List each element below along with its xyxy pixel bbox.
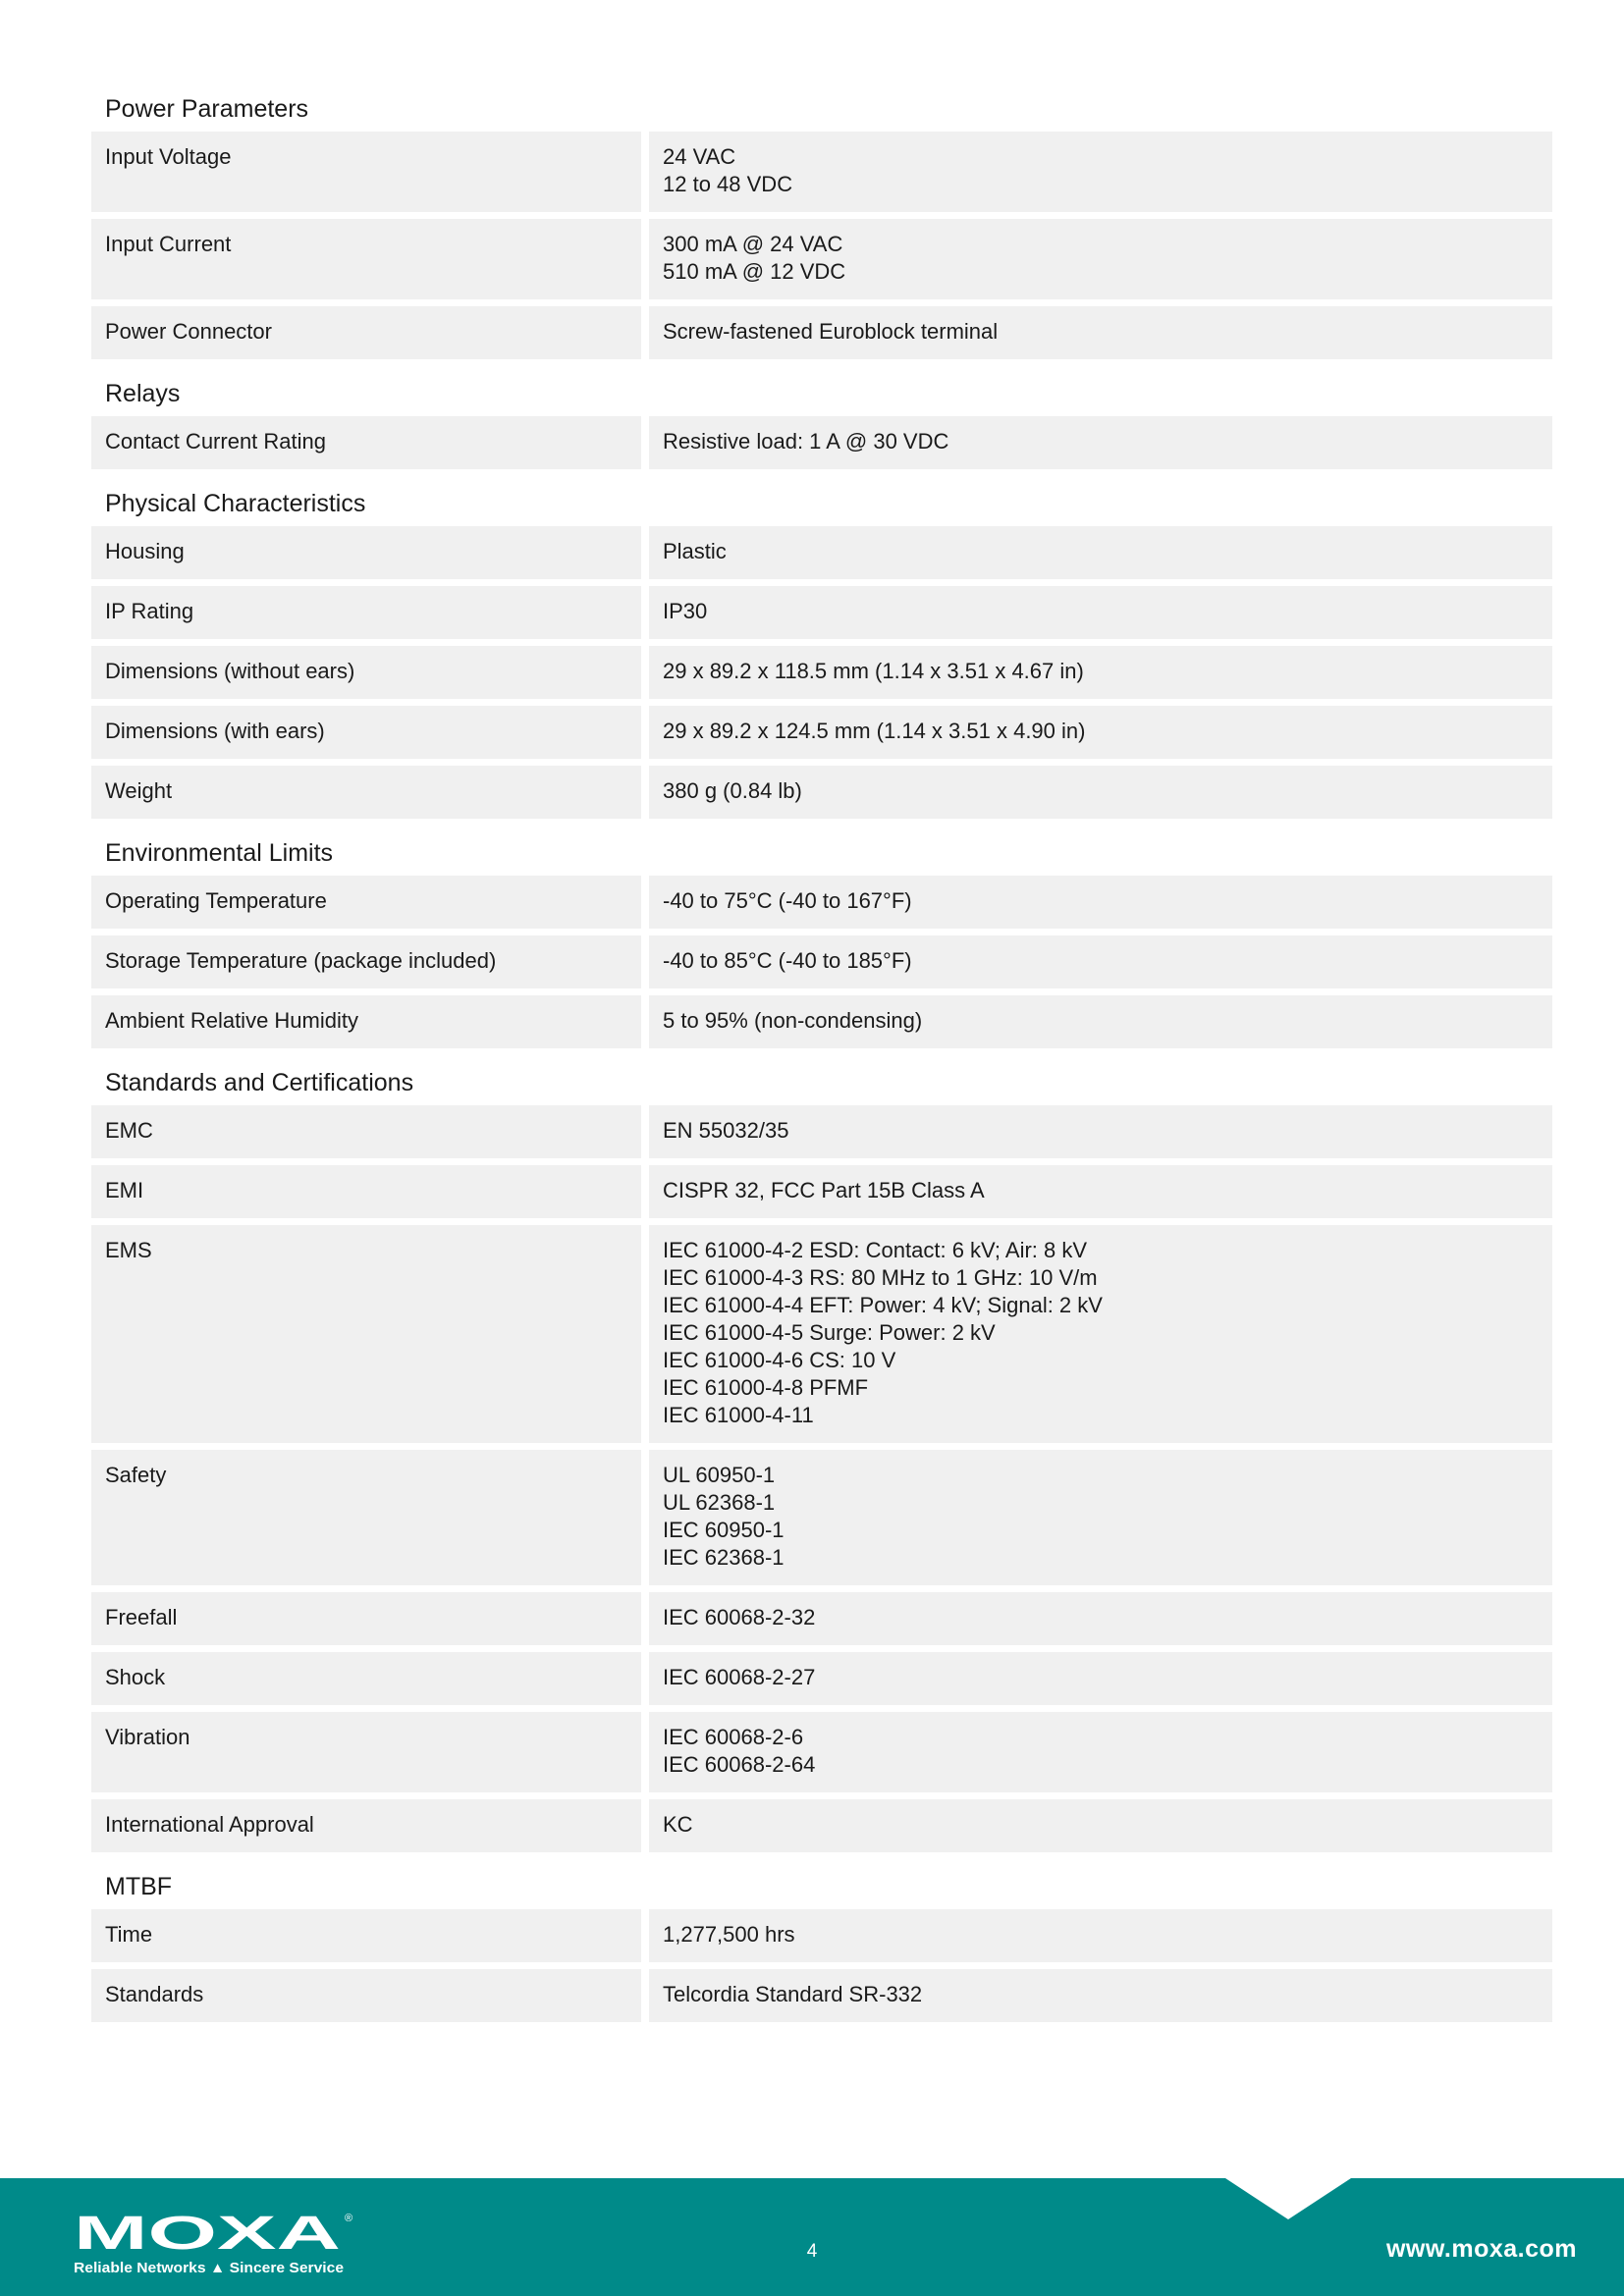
spec-label: Power Connector — [91, 306, 641, 359]
spec-value-line: IEC 61000-4-5 Surge: Power: 2 kV — [663, 1320, 996, 1345]
spec-section — [91, 1864, 1552, 2022]
spec-label: Housing — [91, 526, 641, 579]
spec-row — [91, 1450, 1552, 1585]
spec-row — [91, 1712, 1552, 1792]
spec-value-line: IEC 61000-4-11 — [663, 1403, 814, 1427]
spec-value — [649, 706, 1552, 759]
spec-value-line: EN 55032/35 — [663, 1118, 789, 1143]
spec-value-line: IEC 62368-1 — [663, 1545, 785, 1570]
spec-value — [649, 1592, 1552, 1645]
spec-value-line: 29 x 89.2 x 118.5 mm (1.14 x 3.51 x 4.67 in) — [663, 659, 1084, 683]
spec-section — [91, 86, 1552, 359]
section-title: Environmental Limits — [105, 839, 334, 867]
spec-label: Operating Temperature — [91, 876, 641, 929]
spec-row — [91, 706, 1552, 759]
spec-value-line: IEC 61000-4-8 PFMF — [663, 1375, 869, 1400]
svg-text:Reliable Networks ▲ Sincere Se: Reliable Networks ▲ Sincere Service — [74, 2260, 344, 2276]
spec-label: Shock — [91, 1652, 641, 1705]
spec-row — [91, 876, 1552, 929]
spec-value-line: 300 mA @ 24 VAC — [663, 232, 843, 256]
spec-value — [649, 995, 1552, 1048]
spec-row — [91, 306, 1552, 359]
spec-row — [91, 1165, 1552, 1218]
moxa-logo — [74, 2208, 368, 2276]
spec-label: EMS — [91, 1225, 641, 1443]
spec-value-line: IEC 61000-4-2 ESD: Contact: 6 kV; Air: 8 kV — [663, 1238, 1088, 1262]
spec-label: Safety — [91, 1450, 641, 1585]
spec-label: EMC — [91, 1105, 641, 1158]
spec-value — [649, 1165, 1552, 1218]
spec-value-line: UL 60950-1 — [663, 1463, 776, 1487]
svg-text:®: ® — [345, 2213, 353, 2224]
spec-row — [91, 526, 1552, 579]
spec-value-line: 510 mA @ 12 VDC — [663, 259, 846, 284]
spec-value-line: IEC 60950-1 — [663, 1518, 785, 1542]
spec-label: Input Current — [91, 219, 641, 299]
spec-label: EMI — [91, 1165, 641, 1218]
spec-row — [91, 1225, 1552, 1443]
spec-value-line: IEC 61000-4-6 CS: 10 V — [663, 1348, 896, 1372]
spec-value — [649, 306, 1552, 359]
spec-label: Freefall — [91, 1592, 641, 1645]
spec-value-line: Telcordia Standard SR-332 — [663, 1982, 923, 2006]
spec-value-line: Screw-fastened Euroblock terminal — [663, 319, 999, 344]
spec-value-line: UL 62368-1 — [663, 1490, 776, 1515]
spec-row — [91, 1969, 1552, 2022]
spec-row — [91, 132, 1552, 212]
spec-label: Weight — [91, 766, 641, 819]
spec-value — [649, 219, 1552, 299]
spec-row — [91, 1592, 1552, 1645]
spec-row — [91, 1105, 1552, 1158]
spec-row — [91, 646, 1552, 699]
spec-value — [649, 935, 1552, 988]
spec-value-line: 380 g (0.84 lb) — [663, 778, 802, 803]
spec-value-line: -40 to 85°C (-40 to 185°F) — [663, 948, 912, 973]
spec-value-line: IEC 61000-4-3 RS: 80 MHz to 1 GHz: 10 V/m — [663, 1265, 1098, 1290]
spec-value-line: CISPR 32, FCC Part 15B Class A — [663, 1178, 985, 1202]
section-title: Relays — [105, 380, 181, 407]
spec-value-line: Plastic — [663, 539, 727, 563]
spec-value-line: IEC 60068-2-32 — [663, 1605, 816, 1629]
spec-row — [91, 1652, 1552, 1705]
spec-value-line: 1,277,500 hrs — [663, 1922, 795, 1947]
page-number: 4 — [806, 2241, 818, 2262]
spec-row — [91, 1799, 1552, 1852]
website-link[interactable]: www.moxa.com — [1385, 2235, 1577, 2263]
spec-label: Input Voltage — [91, 132, 641, 212]
spec-label: Dimensions (with ears) — [91, 706, 641, 759]
spec-row — [91, 935, 1552, 988]
spec-label: Contact Current Rating — [91, 416, 641, 469]
footer-notch — [1225, 2178, 1351, 2219]
spec-value-line: Resistive load: 1 A @ 30 VDC — [663, 429, 949, 454]
spec-value — [649, 416, 1552, 469]
spec-section — [91, 830, 1552, 1048]
spec-row — [91, 586, 1552, 639]
spec-label: Vibration — [91, 1712, 641, 1792]
spec-label: Standards — [91, 1969, 641, 2022]
svg-text:MOXA: MOXA — [74, 2208, 341, 2260]
spec-row — [91, 1909, 1552, 1962]
spec-value — [649, 1969, 1552, 2022]
spec-value-line: 29 x 89.2 x 124.5 mm (1.14 x 3.51 x 4.90 in) — [663, 719, 1086, 743]
spec-value — [649, 1712, 1552, 1792]
spec-label: Dimensions (without ears) — [91, 646, 641, 699]
section-title: Standards and Certifications — [105, 1069, 414, 1096]
spec-tables — [91, 86, 1552, 2029]
section-title: Physical Characteristics — [105, 490, 366, 517]
spec-label: Ambient Relative Humidity — [91, 995, 641, 1048]
spec-row — [91, 995, 1552, 1048]
spec-value-line: IEC 60068-2-6 — [663, 1725, 804, 1749]
spec-value — [649, 1105, 1552, 1158]
spec-value-line: IP30 — [663, 599, 708, 623]
spec-label: Time — [91, 1909, 641, 1962]
spec-value — [649, 132, 1552, 212]
spec-value-line: IEC 60068-2-27 — [663, 1665, 816, 1689]
spec-value — [649, 876, 1552, 929]
spec-value-line: 5 to 95% (non-condensing) — [663, 1008, 923, 1033]
spec-row — [91, 766, 1552, 819]
spec-section — [91, 481, 1552, 819]
spec-row — [91, 416, 1552, 469]
spec-value-line: IEC 60068-2-64 — [663, 1752, 816, 1777]
spec-value — [649, 766, 1552, 819]
spec-value — [649, 1450, 1552, 1585]
spec-value-line: 12 to 48 VDC — [663, 172, 793, 196]
spec-value — [649, 1652, 1552, 1705]
spec-value — [649, 586, 1552, 639]
spec-value — [649, 646, 1552, 699]
spec-value — [649, 1799, 1552, 1852]
spec-section — [91, 1060, 1552, 1852]
spec-value-line: 24 VAC — [663, 144, 736, 169]
spec-value — [649, 1225, 1552, 1443]
section-title: Power Parameters — [105, 95, 309, 123]
spec-label: Storage Temperature (package included) — [91, 935, 641, 988]
page-footer — [0, 2178, 1624, 2296]
spec-section — [91, 371, 1552, 469]
spec-label: IP Rating — [91, 586, 641, 639]
spec-value — [649, 1909, 1552, 1962]
spec-row — [91, 219, 1552, 299]
spec-value — [649, 526, 1552, 579]
spec-value-line: IEC 61000-4-4 EFT: Power: 4 kV; Signal: 2 kV — [663, 1293, 1103, 1317]
spec-label: International Approval — [91, 1799, 641, 1852]
spec-value-line: KC — [663, 1812, 693, 1837]
section-title: MTBF — [105, 1873, 173, 1900]
spec-value-line: -40 to 75°C (-40 to 167°F) — [663, 888, 912, 913]
